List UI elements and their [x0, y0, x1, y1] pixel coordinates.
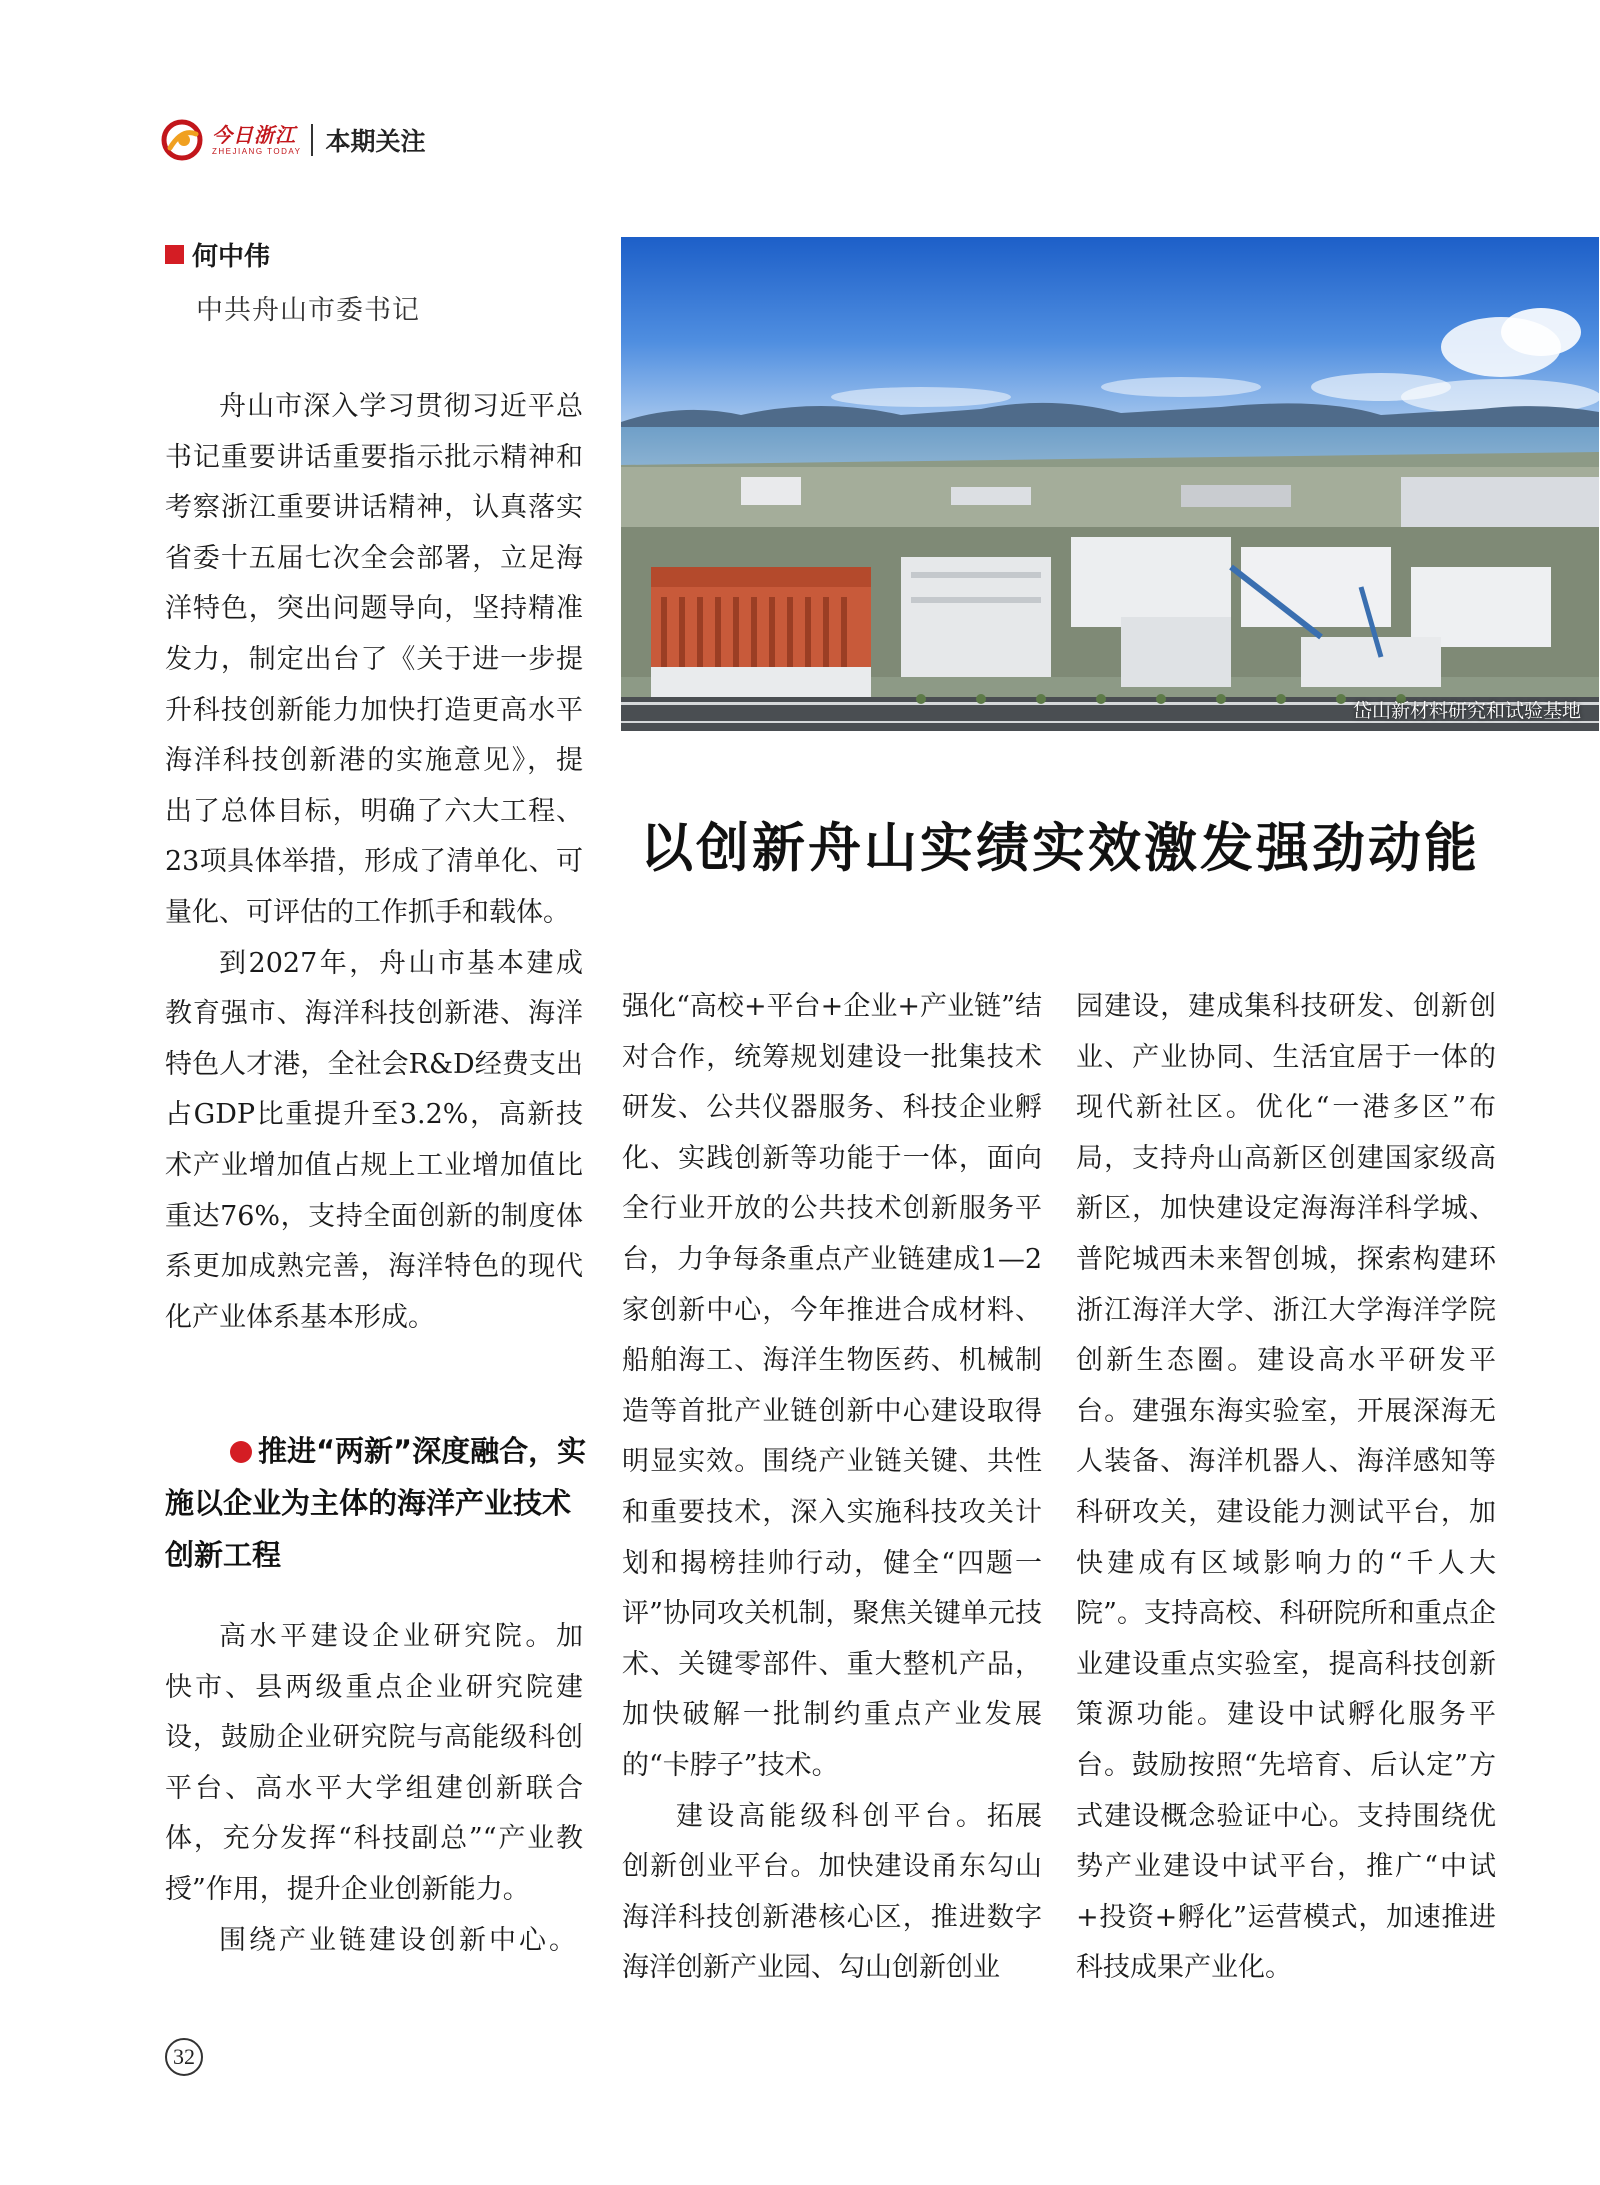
magazine-logo-text: [212, 122, 302, 156]
section-subheading: [165, 1425, 595, 1581]
paragraph: [165, 1916, 583, 1967]
page-number: 32: [165, 2038, 203, 2076]
paragraph-lead: 高水平建设企业研究院。: [219, 1621, 556, 1652]
author-name: 何中伟: [192, 242, 271, 272]
paragraph: [165, 1612, 583, 1916]
paragraph-body: 加快市、县两级重点企业研究院建设，鼓励企业研究院与高能级科创平台、高水平大学组建创新联合体，充分发挥“科技副总”“产业教授”作用，提升企业创新能力。: [165, 1621, 583, 1905]
red-bullet-icon: [230, 1441, 252, 1463]
page-header: [160, 118, 425, 162]
author-name-line: [165, 236, 270, 273]
subheading-text: 推进“两新”深度融合，实施以企业为主体的海洋产业技术创新工程: [165, 1434, 587, 1572]
author-title: 中共舟山市委书记: [196, 295, 420, 326]
column-1-continued: [165, 1612, 583, 1966]
article-headline: 以创新舟山实绩实效激发强劲动能: [640, 817, 1480, 879]
feature-photo: [621, 237, 1599, 731]
photo-caption: 岱山新材料研究和试验基地: [1352, 700, 1581, 722]
column-1: [165, 382, 583, 1343]
paragraph-body: 拓展创新创业平台。加快建设甬东勾山海洋科技创新港核心区，推进数字海洋创新产业园、勾山创新创业: [622, 1800, 1043, 1984]
paragraph: 强化“高校+平台+企业+产业链”结对合作，统筹规划建设一批集技术研发、公共仪器服务、科技企业孵化、实践创新等功能于一体，面向全行业开放的公共技术创新服务平台，力争每条重点产业链建成1—2家创新中心，今年推进合成材料、船舶海工、海洋生物医药、机械制造等首批产业链创新中心建设取得明显实效。围绕产业链关键、共性和重要技术，深入实施科技攻关计划和揭榜挂帅行动，健全“四题一评”协同攻关机制，聚焦关键单元技术、关键零部件、重大整机产品，加快破解一批制约重点产业发展的“卡脖子”技术。: [622, 991, 1042, 1781]
red-square-icon: [165, 245, 184, 264]
header-divider: [311, 124, 313, 156]
paragraph-lead: 建设高能级科创平台。: [676, 1800, 987, 1832]
paragraph: 园建设，建成集科技研发、创新创业、产业协同、生活宜居于一体的现代新社区。优化“一港多区”布局，支持舟山高新区创建国家级高新区，加快建设定海海洋科学城、普陀城西未来智创城，探索构建环浙江海洋大学、浙江大学海洋学院创新生态圈。建设高水平研发平台。建强东海实验室，开展深海无人装备、海洋机器人、海洋感知等科研攻关，建设能力测试平台，加快建成有区域影响力的“千人大院”。支持高校、科研院所和重点企业建设重点实验室，提高科技创新策源功能。建设中试孵化服务平台。鼓励按照“先培育、后认定”方式建设概念验证中心。支持围绕优势产业建设中试平台，推广“中试+投资+孵化”运营模式，加速推进科技成果产业化。: [1076, 991, 1496, 1984]
paragraph: [622, 1792, 1042, 1994]
paragraph: 舟山市深入学习贯彻习近平总书记重要讲话重要指示批示精神和考察浙江重要讲话精神，认真落实省委十五届七次全会部署，立足海洋特色，突出问题导向，坚持精准发力，制定出台了《关于进一步提升科技创新能力加快打造更高水平海洋科技创新港的实施意见》，提出了总体目标，明确了六大工程、23项具体举措，形成了清单化、可量化、可评估的工作抓手和载体。: [165, 391, 583, 928]
paragraph: 到2027年，舟山市基本建成教育强市、海洋科技创新港、海洋特色人才港，全社会R&D经费支出占GDP比重提升至3.2%，高新技术产业增加值占规上工业增加值比重达76%，支持全面创新的制度体系更加成熟完善，海洋特色的现代化产业体系基本形成。: [165, 947, 583, 1333]
logo-chinese: 今日浙江: [212, 122, 296, 147]
column-3: [1076, 982, 1496, 1994]
logo-english: ZHEJIANG TODAY: [212, 146, 302, 156]
paragraph-lead: 围绕产业链建设创新中心。: [219, 1924, 579, 1956]
section-title: 本期关注: [325, 127, 426, 156]
column-2: [622, 982, 1042, 1994]
magazine-logo-icon: [160, 118, 204, 162]
